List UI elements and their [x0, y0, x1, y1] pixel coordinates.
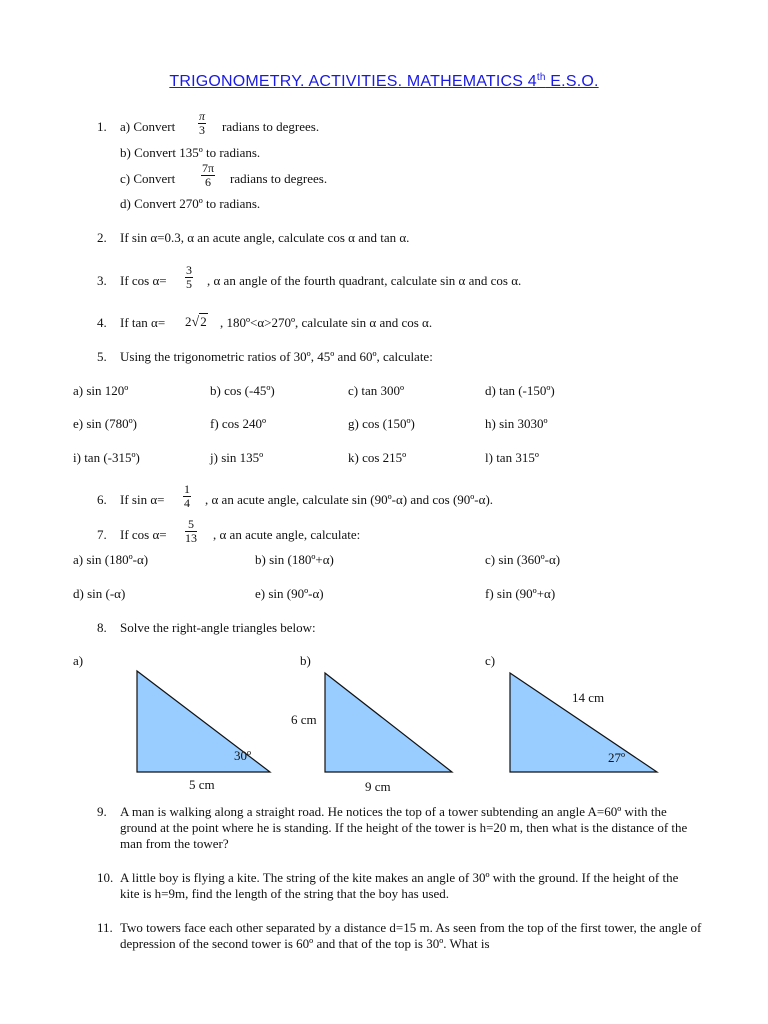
- q6-numerator: 1: [184, 482, 190, 496]
- q1b-text: b) Convert 135º to radians.: [120, 145, 261, 160]
- triangle-c-angle: 27º: [608, 750, 626, 765]
- sqrt-icon: √: [191, 315, 200, 330]
- q5-item: g) cos (150º): [348, 416, 415, 431]
- q3-text: , α an angle of the fourth quadrant, calculate sin α and cos α.: [207, 273, 522, 288]
- q5-item: j) sin 135º: [210, 450, 264, 465]
- q4-label: If tan α=: [120, 315, 166, 330]
- triangle-c-hypotenuse: 14 cm: [572, 690, 605, 705]
- q10-number: 10.: [97, 870, 114, 885]
- q5-number: 5.: [97, 349, 107, 364]
- q6-denominator: 4: [184, 496, 190, 510]
- q2-number: 2.: [97, 230, 107, 245]
- q6-text: , α an acute angle, calculate sin (90º-α) and cos (90º-α).: [205, 492, 494, 507]
- q3-denominator: 5: [186, 277, 192, 291]
- q5-item: h) sin 3030º: [485, 416, 548, 431]
- q10-text: A little boy is flying a kite. The string of the kite makes an angle of 30º with the ground. If the height of the kite is h=9m, find the length of the string that the boy has used.: [120, 870, 679, 901]
- triangle-b-base: 9 cm: [365, 779, 391, 794]
- triangle-b-tag: b): [300, 653, 311, 668]
- q7-number: 7.: [97, 527, 107, 542]
- q5-item: k) cos 215º: [348, 450, 407, 465]
- q8-text: Solve the right-angle triangles below:: [120, 620, 316, 635]
- q9-text: A man is walking along a straight road. He notices the top of a tower subtending an angle A=60º with the ground at the point where he is standing. If the height of the tower is h=20 m, then what is the distance of the man from the tower?: [120, 804, 688, 851]
- triangle-a-angle: 30º: [234, 748, 252, 763]
- q1a-denominator: 3: [199, 123, 205, 137]
- page-title: TRIGONOMETRY. ACTIVITIES. MATHEMATICS 4th E.S.O.: [169, 72, 599, 90]
- q6-number: 6.: [97, 492, 107, 507]
- q5-text: Using the trigonometric ratios of 30º, 45º and 60º, calculate:: [120, 349, 433, 364]
- q11-number: 11.: [97, 920, 113, 935]
- q5-item: l) tan 315º: [485, 450, 539, 465]
- q2-text: If sin α=0.3, α an acute angle, calculate cos α and tan α.: [120, 230, 410, 245]
- q5-item: a) sin 120º: [73, 383, 129, 398]
- triangle-b-height: 6 cm: [291, 712, 317, 727]
- q5-item: e) sin (780º): [73, 416, 137, 431]
- q5-item: c) tan 300º: [348, 383, 405, 398]
- q7-item: b) sin (180º+α): [255, 552, 334, 567]
- q7-item: a) sin (180º-α): [73, 552, 149, 567]
- q9-number: 9.: [97, 804, 107, 819]
- q6-label: If sin α=: [120, 492, 165, 507]
- q7-item: c) sin (360º-α): [485, 552, 561, 567]
- q1-number: 1.: [97, 119, 107, 134]
- q8-number: 8.: [97, 620, 107, 635]
- q4-number: 4.: [97, 315, 107, 330]
- q4-coefficient: 2: [185, 314, 192, 329]
- q7-text: , α an acute angle, calculate:: [213, 527, 361, 542]
- q4-radicand: 2: [200, 314, 207, 329]
- q1a-label: a) Convert: [120, 119, 176, 134]
- q5-item: b) cos (-45º): [210, 383, 275, 398]
- q7-item: d) sin (-α): [73, 586, 126, 601]
- q5-item: f) cos 240º: [210, 416, 267, 431]
- q5-item: i) tan (-315º): [73, 450, 140, 465]
- q4-text: , 180º<α>270º, calculate sin α and cos α.: [220, 315, 433, 330]
- q1c-denominator: 6: [205, 175, 212, 189]
- q1c-label: c) Convert: [120, 171, 176, 186]
- q3-label: If cos α=: [120, 273, 167, 288]
- triangle-c-tag: c): [485, 653, 496, 668]
- q1a-text: radians to degrees.: [222, 119, 320, 134]
- triangle-b: [325, 673, 452, 772]
- q1c-text: radians to degrees.: [230, 171, 328, 186]
- q1d-text: d) Convert 270º to radians.: [120, 196, 261, 211]
- q7-numerator: 5: [185, 518, 197, 532]
- triangle-a-side: 5 cm: [189, 777, 215, 792]
- q7-item: e) sin (90º-α): [255, 586, 324, 601]
- q1a-numerator: π: [199, 109, 206, 123]
- triangle-a-tag: a): [73, 653, 84, 668]
- q3-numerator: 3: [186, 263, 192, 277]
- triangle-c: [510, 673, 657, 772]
- q5-item: d) tan (-150º): [485, 383, 555, 398]
- q1c-numerator: 7π: [202, 161, 215, 175]
- q7-denominator: 13: [185, 531, 197, 545]
- q7-label: If cos α=: [120, 527, 167, 542]
- q3-number: 3.: [97, 273, 107, 288]
- q11-text: Two towers face each other separated by a distance d=15 m. As seen from the top of the first tower, the angle of depression of the second tower is 60º and that of the top is 30º. What is: [120, 920, 702, 951]
- q7-item: f) sin (90º+α): [485, 586, 556, 601]
